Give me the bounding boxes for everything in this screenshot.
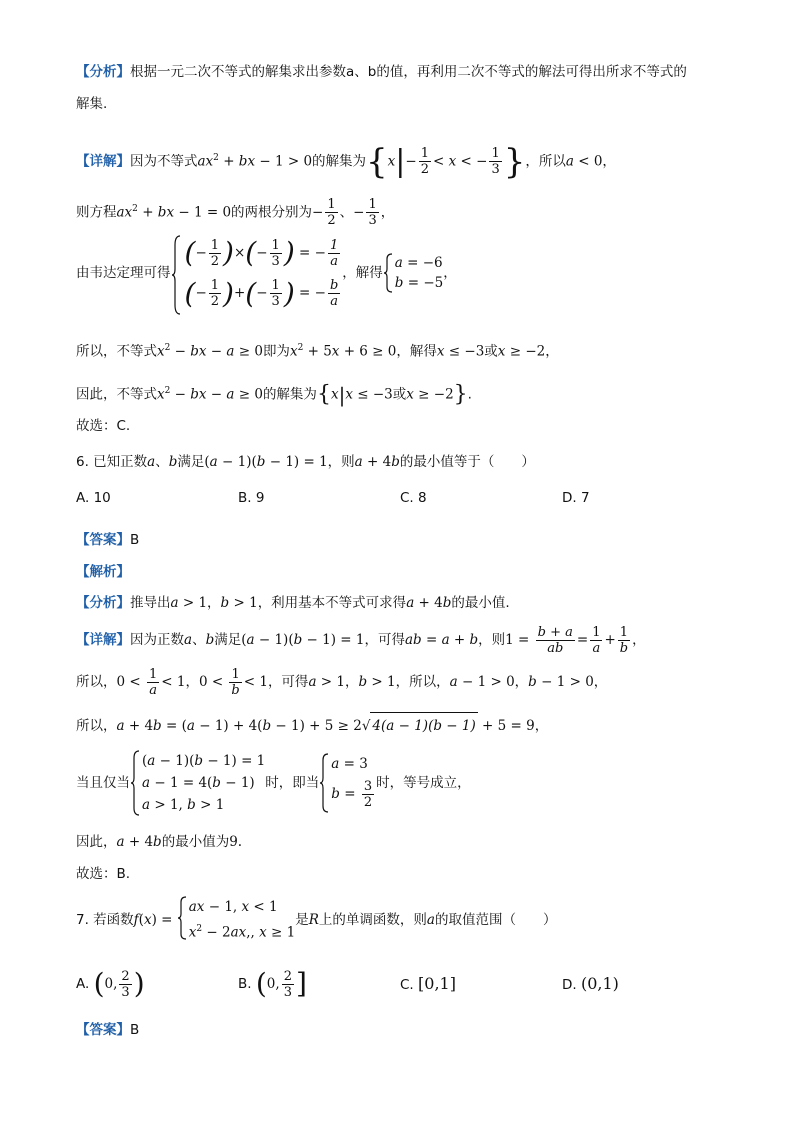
q6-analysis-b: ，利用基本不等式可求得 [257,595,407,611]
q5-d2b: 的两根分别为 [231,204,313,221]
q6-d2c: ，所以， [395,674,450,690]
q7-option-a[interactable]: A. (0, $\frac{2}{3}$ ) [76,967,145,1000]
q6-d2b: ，可得 [267,674,309,690]
q6-analysis-c: 的最小值. [451,595,510,611]
q5-d5-or: 或 [392,386,407,403]
q6-option-a[interactable]: A. 10 [76,490,111,506]
q7-option-d[interactable]: D. (0,1) [562,974,619,993]
vieta-system: (− $\frac{1}{2}$ )×(− $\frac{1}{3}$ ) = − $\frac{1}{a}$ (− $\frac{1}{2}$ )+(− $\frac{1}{3}$ ) = − $\frac{b}{a}$ [171,233,343,314]
q5-d1b: 的解集为 [312,153,367,170]
q6-d5a: 因此， [76,834,117,850]
q6-stem-c: ，则 [327,454,355,470]
q7-option-c-label: C. [400,977,414,993]
q6-stem-d: 的最小值等于（ ） [399,454,535,470]
q6-stem-b: 满足 [177,454,205,470]
q6-option-b[interactable]: B. 9 [238,490,265,506]
q7-stem: 7. 若函数f(x) = ax − 1, x < 1 $x^2 - 2ax$,, x ≥ 1 是R上的单调函数，则a的取值范围（ ） [76,896,556,944]
q5-d4c: ，解得 [396,343,437,360]
q6-stem-a: 6. 已知正数 [76,454,148,470]
q7-option-b-label: B. [238,976,252,992]
q6-answer [76,530,139,550]
q6-d2a: 所以， [76,674,117,690]
q7-option-a-label: A. [76,976,90,992]
q6-options [76,490,716,510]
q7-answer [76,1020,139,1040]
answer-tag-q7: 【答案】 [76,1022,130,1038]
q5-analysis-text2: 解集. [76,96,108,112]
q6-choice: 故选：B. [76,866,131,882]
q5-d4b: 即为 [262,343,290,360]
q5-d4d: 或 [484,343,498,360]
q5-d5b: 的解集为 [262,386,317,403]
q7-option-b[interactable]: B. (0, $\frac{2}{3}$ ] [238,967,307,1000]
q6-detail-line2: 所以，0 < $\frac{1}{a}$ < 1，0 < $\frac{1}{b}$ < 1，可得a > 1，b > 1，所以，a − 1 > 0，b − 1 > 0， [76,666,608,698]
detail-tag-q6: 【详解】 [76,632,130,648]
q7-stem-b: 是 [295,912,309,928]
q6-analysis: 【分析】推导出a > 1，b > 1，利用基本不等式可求得a + 4b的最小值. [76,595,510,611]
q5-d1a: 因为不等式 [130,153,198,170]
q7-stem-a: 7. 若函数 [76,912,134,928]
q5-analysis-line [76,62,687,82]
piecewise-function: ax − 1, x < 1 $x^2 - 2ax$,, x ≥ 1 [177,896,296,944]
q6-d1b: 满足 [214,632,242,648]
solve-system: a = −6 b = −5 [383,253,443,293]
q6-d1a: 因为正数 [130,632,184,648]
q6-analysis-a: 推导出 [130,595,171,611]
q5-d4: 所以，不等式 [76,343,157,360]
analysis-tag: 【分析】 [76,64,130,80]
q5-detail-line5: 因此，不等式$x^2$ − bx − a ≥ 0的解集为{x|x ≤ −3或x ≥ −2}. [76,381,472,407]
q5-d3b: ，解得 [342,265,383,281]
q5-detail-line1: 【详解】因为不等式$ax^2$ + bx − 1 > 0的解集为{x|− $\frac{1}{2}$ < x < − $\frac{1}{3}$ }，所以a < 0， [76,141,616,182]
q5-d5: 因此，不等式 [76,386,157,403]
q6-explain-tag [76,562,130,582]
q7-options [76,962,716,1006]
q5-choice: 故选：C. [76,418,131,434]
q7-option-d-label: D. [562,977,577,993]
q6-stem: 6. 已知正数a、b满足(a − 1)(b − 1) = 1，则a + 4b的最小值等于（ ） [76,454,535,470]
q6-d1c: ，可得 [364,632,405,648]
q5-d3a: 由韦达定理可得 [76,265,171,281]
q6-option-c[interactable]: C. 8 [400,490,427,506]
q5-detail-line2: 则方程$ax^2$ + bx − 1 = 0的两根分别为− $\frac{1}{2}$ 、− $\frac{1}{3}$ ， [76,197,395,228]
q6-detail-line3: 所以，a + 4b = (a − 1) + 4(b − 1) + 5 ≥ 2√ 4(a − 1)(b − 1) + 5 = 9， [76,712,548,739]
q5-detail-line4: 所以，不等式$x^2$ − bx − a ≥ 0即为$x^2 + 5x + 6 \ge 0$，解得x ≤ −3或x ≥ −2， [76,343,559,360]
q5-d1c: ，所以 [525,153,566,170]
q5-ineq: ax [197,153,214,170]
q5-d2a: 则方程 [76,204,117,221]
q7-option-c[interactable]: C. [0,1] [400,974,456,993]
q6-detail-line5: 因此，a + 4b的最小值为9. [76,834,243,850]
q6-d4c: 时，等号成立， [376,775,471,791]
detail-tag: 【详解】 [76,153,130,170]
equality-system: (a − 1)(b − 1) = 1 a − 1 = 4(b − 1) a > 1, b > 1 [130,750,265,816]
analysis-tag-q6: 【分析】 [76,595,130,611]
q6-d1d: ，则 [478,632,506,648]
q6-answer-value: B [130,532,140,548]
q6-d3a: 所以， [76,718,117,734]
q6-detail-line1: 【详解】因为正数a、b满足(a − 1)(b − 1) = 1，可得ab = a + b，则1 = $\frac{b + a}{ab}$ = $\frac{1}{a}$ + $\frac{1}{b}$ ， [76,624,646,656]
q5-detail-line3: 由韦达定理可得 (− $\frac{1}{2}$ )×(− $\frac{1}{3}$ ) = − $\frac{1}{a}$ (− $\frac{1}{2}$ )+(− $\frac{1}{3}$ ) = − $\frac{b}{a}$ ，解得 a = −6 b = −5 ， [76,230,457,316]
q7-stem-d: 的取值范围（ ） [434,912,557,928]
q5-analysis-text: 根据一元二次不等式的解集求出参数a、b的值，再利用二次不等式的解法可得出所求不等式的 [130,64,687,80]
q5-analysis-line2 [76,94,107,114]
q7-answer-value: B [130,1022,140,1038]
answer-tag: 【答案】 [76,532,130,548]
q7-stem-c: 上的单调函数，则 [318,912,427,928]
equality-solution: a = 3 b = $\frac{3}{2}$ [319,753,376,813]
q6-d5b: 的最小值为 [161,834,230,850]
q6-d4b: 时，即当 [265,775,320,791]
q6-detail-line4 [76,748,471,818]
q6-option-d[interactable]: D. 7 [562,490,590,506]
q6-d4a: 当且仅当 [76,775,130,791]
explain-tag: 【解析】 [76,564,130,580]
